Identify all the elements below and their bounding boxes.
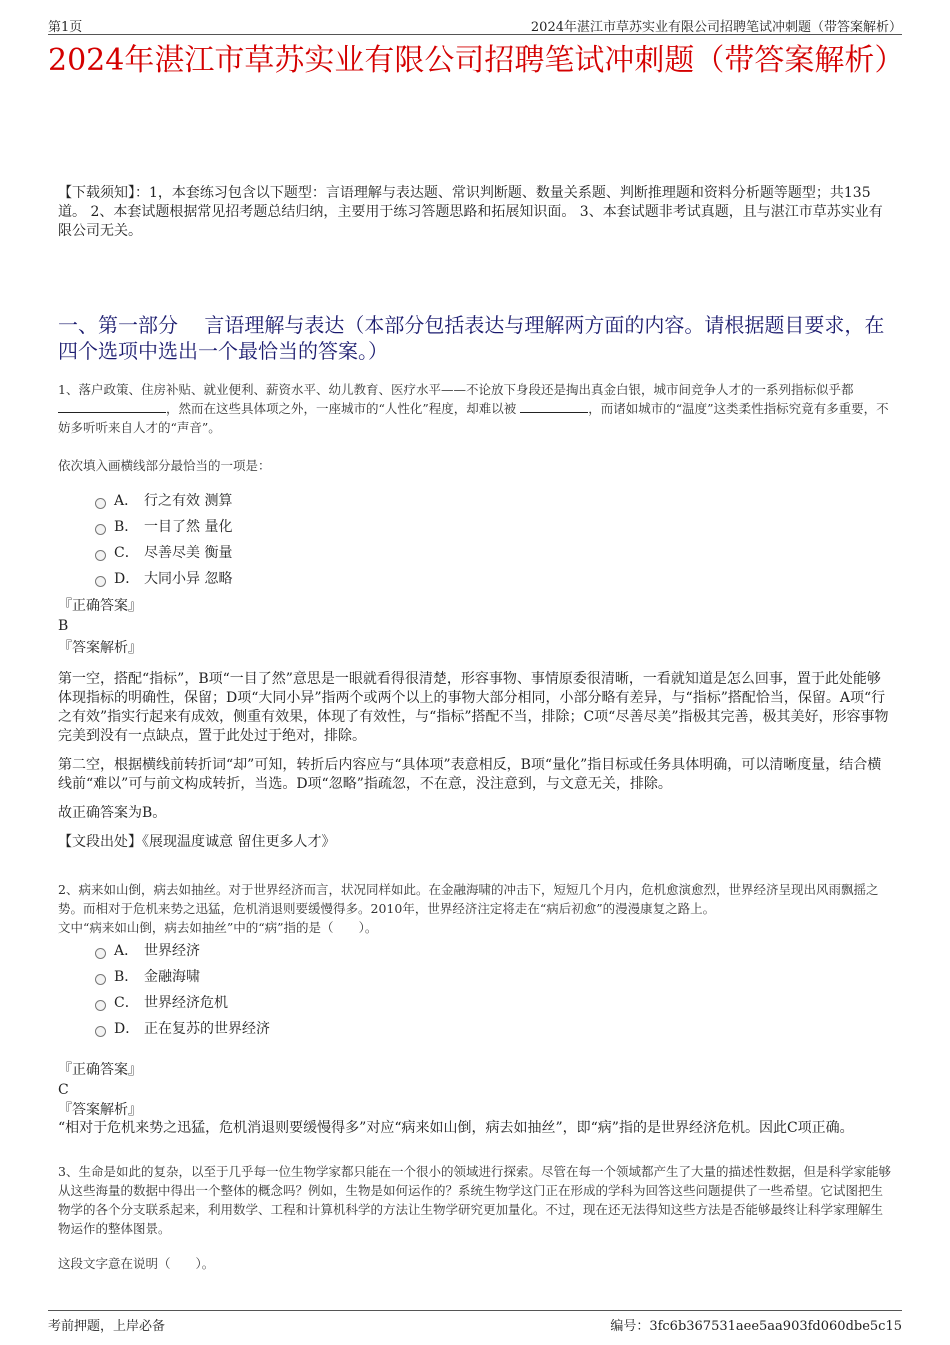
download-notice: 【下载须知】：1，本套练习包含以下题型：言语理解与表达题、常识判断题、数量关系题、判断推理题和资料分析题等题型；共135道。 2、本套试题根据常见招考题总结归纳，主要用于练习答题思路和拓展知识面。 3、本套试题非考试真题，且与湛江市草苏实业有限公司无关。 <box>58 185 883 239</box>
document-title: 2024年湛江市草苏实业有限公司招聘笔试冲刺题（带答案解析） <box>48 43 905 78</box>
analysis-paragraph: 故正确答案为B。 <box>58 805 167 821</box>
option-d[interactable]: D． 正在复苏的世界经济 <box>95 1016 270 1042</box>
section-title: 一、第一部分 言语理解与表达（本部分包括表达与理解两方面的内容。请根据题目要求，在四个选项中选出一个最恰当的答案。） <box>58 313 885 363</box>
question-2-answer: C <box>58 1082 69 1098</box>
question-1-answer-label: 『正确答案』 <box>58 598 142 614</box>
radio-icon[interactable] <box>95 1000 106 1011</box>
radio-icon[interactable] <box>95 498 106 509</box>
question-2-prompt: 文中“病来如山倒，病去如抽丝”中的“病”指的是（ ）。 <box>58 920 378 935</box>
question-2-options <box>95 938 270 1042</box>
question-1-answer: B <box>58 618 69 634</box>
option-a[interactable]: A． 行之有效 测算 <box>95 488 232 514</box>
option-b[interactable]: B． 金融海啸 <box>95 964 270 990</box>
option-a[interactable]: A． 世界经济 <box>95 938 270 964</box>
blank-2 <box>520 402 588 413</box>
option-d[interactable]: D． 大同小异 忽略 <box>95 566 232 592</box>
header-doc-title: 2024年湛江市草苏实业有限公司招聘笔试冲刺题（带答案解析） <box>530 20 902 35</box>
question-2-answer-label: 『正确答案』 <box>58 1062 142 1078</box>
analysis-paragraph: 第一空，搭配“指标”，B项“一目了然”意思是一眼就看得很清楚，形容事物、事情原委很清晰，一看就知道是怎么回事，置于此处能够体现指标的明确性，保留；D项“大同小异”指两个或两个以上的事物大部分相同，小部分略有差异，与“指标”搭配恰当，保留。A项“行之有效”指实行起来有成效，侧重有效果，体现了有效性，与“指标”搭配不当，排除；C项“尽善尽美”指极其完善，极其美好，形容事物完美到没有一点缺点，置于此处过于绝对，排除。 <box>58 671 889 744</box>
question-1-options <box>95 488 232 592</box>
radio-icon[interactable] <box>95 576 106 587</box>
question-3-text: 3、生命是如此的复杂，以至于几乎每一位生物学家都只能在一个很小的领域进行探索。尽管在每一个领域都产生了大量的描述性数据，但是科学家能够从这些海量的数据中得出一个整体的概念吗？例如，生物是如何运作的？系统生物学这门正在形成的学科为回答这些问题提供了一些希望。它试图把生物学的各个分支联系起来，利用数学、工程和计算机科学的方法让生物学研究更加量化。不过，现在还无法得知这些方法是否能够最终让科学家理解生物运作的整体图景。 <box>58 1164 891 1236</box>
option-c[interactable]: C． 尽善尽美 衡量 <box>95 540 232 566</box>
footer-code: 编号：3fc6b367531aee5aa903fd060dbe5c15 <box>610 1319 902 1334</box>
question-1-analysis <box>58 670 890 862</box>
radio-icon[interactable] <box>95 550 106 561</box>
radio-icon[interactable] <box>95 524 106 535</box>
radio-icon[interactable] <box>95 948 106 959</box>
page-header <box>48 14 902 35</box>
question-1-text: 1、落户政策、住房补贴、就业便利、薪资水平、幼儿教育、医疗水平——不论放下身段还是掏出真金白银，城市间竞争人才的一系列指标似乎都 ，然而在这些具体项之外，一座城市的“人性化”程度，却难以被 ，而诸如城市的“温度”这类柔性指标究竟有多重要，不妨多听听来自人才的“声音”。 <box>58 382 889 435</box>
footer-slogan: 考前押题，上岸必备 <box>48 1319 166 1334</box>
radio-icon[interactable] <box>95 1026 106 1037</box>
option-b[interactable]: B． 一目了然 量化 <box>95 514 232 540</box>
question-2-analysis: “相对于危机来势之迅猛，危机消退则要缓慢得多”对应“病来如山倒，病去如抽丝”，即“病”指的是世界经济危机。因此C项正确。 <box>58 1120 854 1136</box>
question-2-analysis-label: 『答案解析』 <box>58 1102 142 1118</box>
analysis-source: 【文段出处】《展现温度诚意 留住更多人才》 <box>58 834 336 850</box>
page-number: 第1页 <box>48 20 83 35</box>
question-2-text: 2、病来如山倒，病去如抽丝。对于世界经济而言，状况同样如此。在金融海啸的冲击下，短短几个月内，危机愈演愈烈，世界经济呈现出风雨飘摇之势。而相对于危机来势之迅猛，危机消退则要缓慢得多。2010年，世界经济注定将走在“病后初愈”的漫漫康复之路上。 <box>58 882 879 916</box>
question-1-analysis-label: 『答案解析』 <box>58 640 142 656</box>
page-footer <box>48 1310 902 1333</box>
option-c[interactable]: C． 世界经济危机 <box>95 990 270 1016</box>
blank-1 <box>58 402 166 413</box>
question-3-prompt: 这段文字意在说明（ ）。 <box>58 1256 215 1271</box>
question-1-prompt: 依次填入画横线部分最恰当的一项是： <box>58 458 271 473</box>
analysis-paragraph: 第二空，根据横线前转折词“却”可知，转折后内容应与“具体项”表意相反，B项“量化”指目标或任务具体明确，可以清晰度量，结合横线前“难以”可与前文构成转折，当选。D项“忽略”指疏忽，不在意，没注意到，与文意无关，排除。 <box>58 757 882 792</box>
radio-icon[interactable] <box>95 974 106 985</box>
